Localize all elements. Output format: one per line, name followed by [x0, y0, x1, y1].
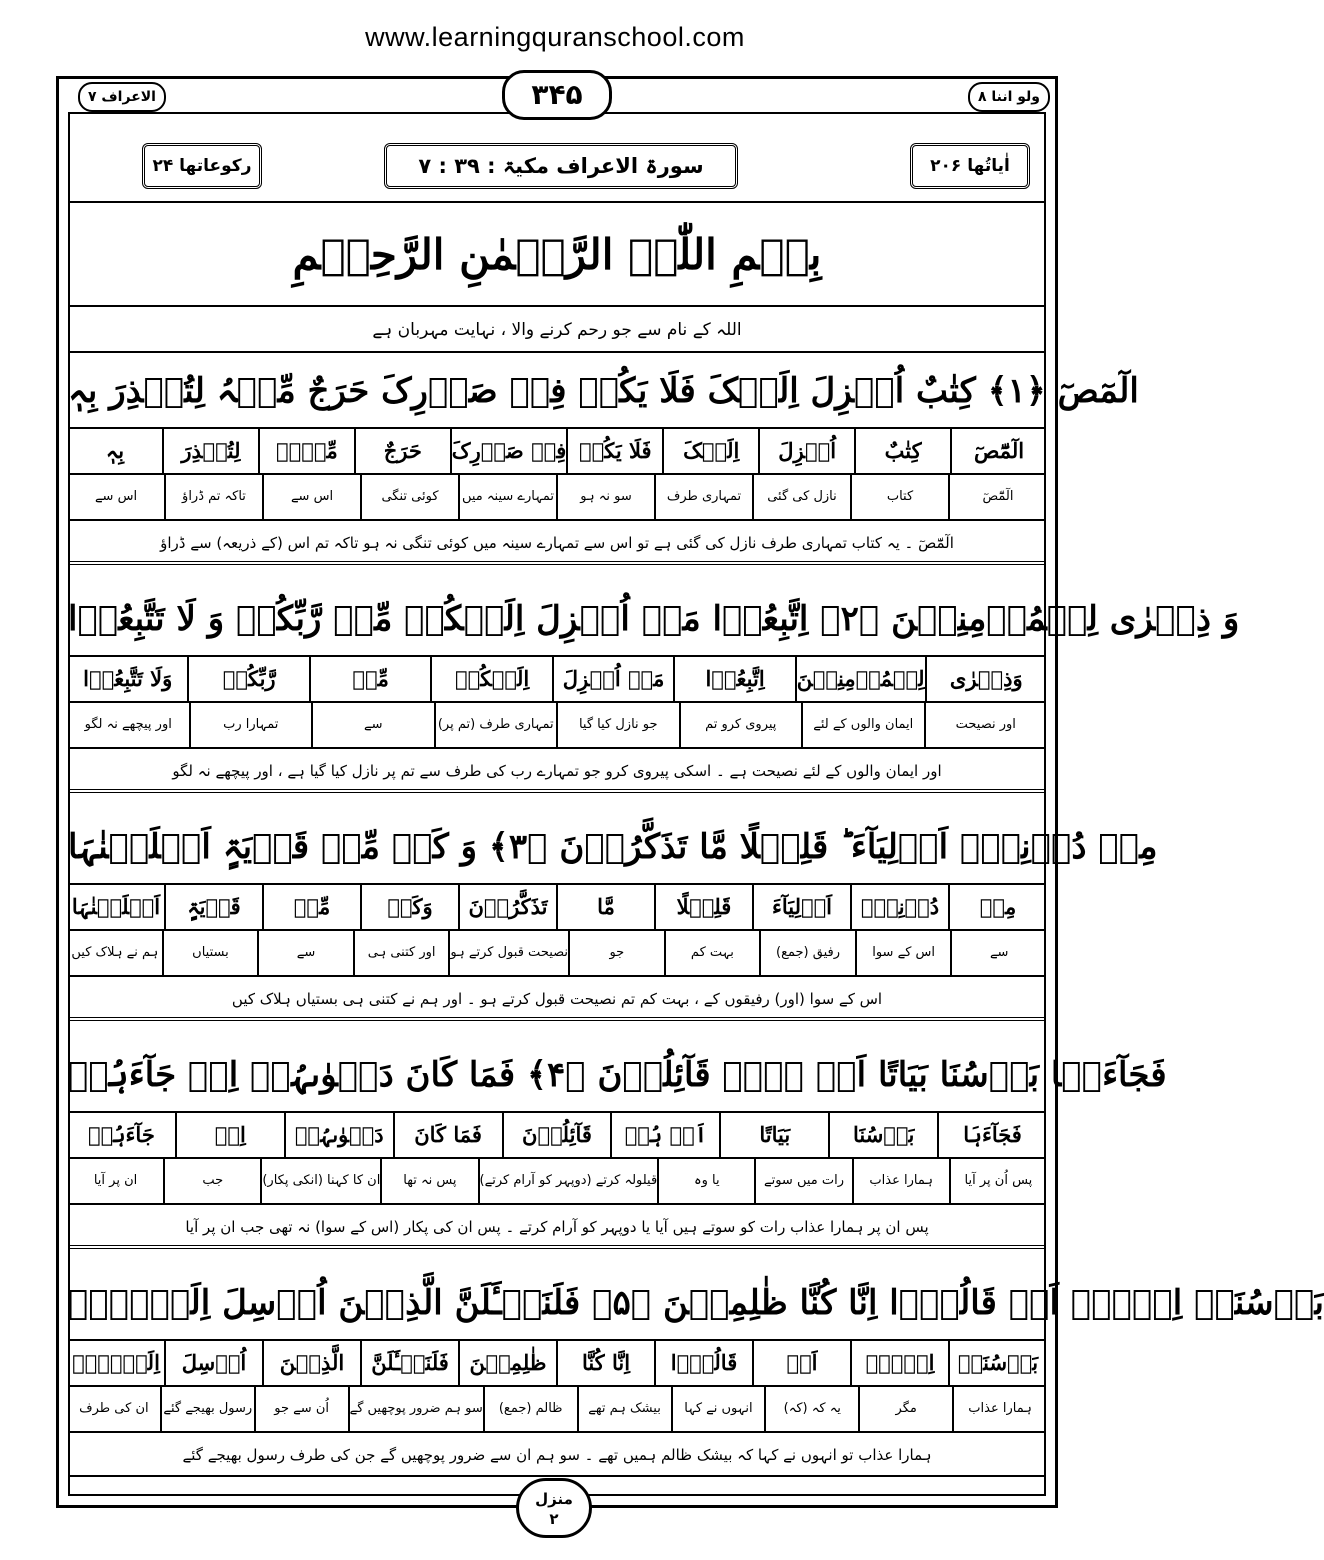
word-cell: کِتٰبٌ: [854, 429, 950, 473]
word-cell: بَاۡسُنَا: [828, 1113, 937, 1157]
bismillah: بِسۡمِ اللّٰہِ الرَّحۡمٰنِ الرَّحِیۡمِ: [68, 203, 1046, 307]
verse-line: فَجَآءَہَا بَاۡسُنَا بَیَاتًا اَوۡ ہُمۡ قَآئِلُوۡنَ ﴿۴﴾ فَمَا کَانَ دَعۡوٰىہُمۡ اِذۡ جَآءَہُمۡ: [68, 1037, 1046, 1113]
meaning-cell: یا وہ: [657, 1159, 754, 1203]
word-cell: قَلِیۡلًا: [654, 885, 752, 929]
word-row: [68, 429, 1046, 475]
word-cell: اَوۡ ہُمۡ: [610, 1113, 719, 1157]
surah-title: ۷ : سورۃ الاعراف مکیۃ : ۳۹: [384, 143, 738, 189]
meaning-row: [68, 475, 1046, 521]
word-cell: فَجَآءَہَا: [937, 1113, 1046, 1157]
verse-translation: ہمارا عذاب تو انہوں نے کہا کہ بیشک ظالم ہمیں تھے ۔ سو ہم ان سے ضرور پوچھیں گے جن کی طرف رسول بھیجے گئے: [68, 1433, 1046, 1477]
meaning-cell: نازل کی گئی: [752, 475, 850, 519]
meaning-cell: تاکہ تم ڈراؤ: [164, 475, 262, 519]
word-cell: وَذِکۡرٰی: [925, 657, 1046, 701]
word-cell: مِّنۡہُ: [258, 429, 354, 473]
surah-info-band: [68, 131, 1046, 203]
word-cell: اِلَیۡکَ: [662, 429, 758, 473]
word-cell: رَّبِّکُمۡ: [187, 657, 308, 701]
word-cell: دَعۡوٰىہُمۡ: [284, 1113, 393, 1157]
word-cell: فَلَنَسۡـَٔلَنَّ: [360, 1341, 458, 1385]
word-cell: تَذَکَّرُوۡنَ: [458, 885, 556, 929]
meaning-cell: ان کا کہنا (انکی پکار): [260, 1159, 380, 1203]
meaning-cell: پس اُن پر آیا: [949, 1159, 1046, 1203]
word-row: [68, 1113, 1046, 1159]
word-cell: ظٰلِمِیۡنَ: [458, 1341, 556, 1385]
meaning-cell: ظالم (جمع): [483, 1387, 577, 1431]
bismillah-translation: اللہ کے نام سے جو رحم کرنے والا ، نہایت مہربان ہے: [68, 307, 1046, 353]
word-cell: وَکَمۡ: [360, 885, 458, 929]
meaning-cell: ہمارا عذاب: [852, 1159, 949, 1203]
meaning-cell: رفیق (جمع): [759, 931, 855, 975]
meaning-cell: پیروی کرو تم: [679, 703, 802, 747]
site-url: www.learningquranschool.com: [365, 22, 745, 52]
ruku-count: رکوعاتھا ۲۴: [142, 143, 262, 189]
word-cell: مَّا: [556, 885, 654, 929]
meaning-cell: سے: [257, 931, 353, 975]
meaning-cell: کوئی تنگی: [360, 475, 458, 519]
meaning-row: [68, 931, 1046, 977]
meaning-cell: اُن سے جو: [254, 1387, 348, 1431]
word-cell: اُنۡزِلَ: [758, 429, 854, 473]
meaning-cell: بہت کم: [664, 931, 760, 975]
word-cell: اَنۡ: [752, 1341, 850, 1385]
meaning-cell: ان کی طرف: [79, 1401, 149, 1416]
verse-line: مِنۡ دُوۡنِہٖۤ اَوۡلِیَآءَ ؕ قَلِیۡلًا مَّا تَذَکَّرُوۡنَ ﴿۳﴾ وَ کَمۡ مِّنۡ قَرۡیَۃٍ اَہۡلَکۡنٰہَا: [68, 809, 1046, 885]
word-cell: مَاۤ اُنۡزِلَ: [552, 657, 673, 701]
meaning-cell: مگر: [858, 1387, 952, 1431]
word-cell: مِّنۡ: [262, 885, 360, 929]
word-cell: اِذۡ: [175, 1113, 284, 1157]
meaning-cell: یہ کہ (کہ): [764, 1387, 858, 1431]
meaning-cell: قیلولہ کرتے (دوپہر کو آرام کرتے): [478, 1159, 658, 1203]
word-row: [68, 885, 1046, 931]
word-row: [68, 657, 1046, 703]
meaning-cell: سو ہم ضرور پوچھیں گے: [348, 1387, 483, 1431]
word-cell: اِلَّاۤ: [850, 1341, 948, 1385]
meaning-cell: تمہارے سینہ میں: [458, 475, 556, 519]
meaning-cell: ہمارا عذاب: [952, 1387, 1046, 1431]
meaning-cell: جو: [568, 931, 664, 975]
meaning-cell: سو نہ ہو: [556, 475, 654, 519]
meaning-cell: ہم نے ہلاک کیں: [71, 945, 159, 960]
word-cell: حَرَجٌ: [354, 429, 450, 473]
word-cell: اَوۡلِیَآءَ: [752, 885, 850, 929]
meaning-cell: نصیحت قبول کرتے ہو: [448, 931, 568, 975]
manzil-label: منزل: [535, 1490, 573, 1508]
word-cell: قَرۡیَۃٍ: [164, 885, 262, 929]
meaning-cell: تمہاری طرف (تم پر): [434, 703, 557, 747]
meaning-cell: تمہارا رب: [189, 703, 312, 747]
ayat-count: اٰیاتُھا ۲۰۶: [910, 143, 1030, 189]
word-cell: مِنۡ: [948, 885, 1046, 929]
manzil-number: ۲: [549, 1510, 559, 1528]
word-cell: جَآءَہُمۡ: [88, 1122, 155, 1147]
word-cell: وَلَا تَتَّبِعُوۡا: [83, 666, 173, 691]
word-cell: لِلۡمُؤۡمِنِیۡنَ: [795, 657, 925, 701]
meaning-cell: ایمان والوں کے لئے: [801, 703, 924, 747]
manzil-badge: [516, 1478, 592, 1538]
word-cell: قَالُوۡۤا: [654, 1341, 752, 1385]
verse-line: بَاۡسُنَاۤ اِلَّاۤ اَنۡ قَالُوۡۤا اِنَّا کُنَّا ظٰلِمِیۡنَ ﴿۵﴾ فَلَنَسۡـَٔلَنَّ الَّذِیۡنَ اُرۡسِلَ اِلَیۡہِمۡ: [68, 1265, 1046, 1341]
meaning-cell: الٓمّٓصٓ: [948, 475, 1046, 519]
word-cell: الٓمّٓصٓ: [950, 429, 1046, 473]
juz-name-label: ولو اننا ۸: [968, 82, 1050, 112]
word-cell: مِّنۡ: [309, 657, 430, 701]
word-cell: اِنَّا کُنَّا: [556, 1341, 654, 1385]
word-cell: فَمَا کَانَ: [393, 1113, 502, 1157]
word-cell: بَاۡسُنَاۤ: [948, 1341, 1046, 1385]
verse-line: وَ ذِکۡرٰی لِلۡمُؤۡمِنِیۡنَ ﴿۲﴾ اِتَّبِعُوۡا مَاۤ اُنۡزِلَ اِلَیۡکُمۡ مِّنۡ رَّبِّکُمۡ وَ لَا تَتَّبِعُوۡا: [68, 581, 1046, 657]
meaning-cell: جب: [163, 1159, 260, 1203]
word-cell: بِہٖ: [105, 438, 125, 463]
word-cell: الَّذِیۡنَ: [262, 1341, 360, 1385]
meaning-cell: بستیاں: [162, 931, 258, 975]
meaning-cell: سے: [950, 931, 1046, 975]
word-row: [68, 1341, 1046, 1387]
meaning-cell: انہوں نے کہا: [671, 1387, 765, 1431]
meaning-cell: ان پر آیا: [93, 1173, 138, 1188]
word-cell: قَآئِلُوۡنَ: [502, 1113, 611, 1157]
meaning-cell: کتاب: [850, 475, 948, 519]
meaning-cell: پس نہ تھا: [380, 1159, 477, 1203]
meaning-cell: بیشک ہم تھے: [577, 1387, 671, 1431]
meaning-cell: اس سے: [262, 475, 360, 519]
page-number: ۳۴۵: [502, 70, 612, 120]
word-cell: فَلَا یَکُنۡ: [566, 429, 662, 473]
meaning-cell: اور نصیحت: [924, 703, 1047, 747]
meaning-cell: جو نازل کیا گیا: [556, 703, 679, 747]
meaning-row: [68, 703, 1046, 749]
meaning-cell: تمہاری طرف: [654, 475, 752, 519]
word-cell: اُرۡسِلَ: [164, 1341, 262, 1385]
verse-translation: پس ان پر ہمارا عذاب رات کو سوتے ہیں آیا یا دوپہر کو آرام کرتے ۔ پس ان کی پکار (اس کے سوا) نہ تھی جب ان پر آیا: [68, 1205, 1046, 1249]
meaning-cell: اس سے: [94, 489, 138, 504]
meaning-cell: سے: [311, 703, 434, 747]
word-cell: دُوۡنِہٖۤ: [850, 885, 948, 929]
meaning-cell: رسول بھیجے گئے: [160, 1387, 254, 1431]
verse-translation: الٓمّٓصٓ ۔ یہ کتاب تمہاری طرف نازل کی گئی ہے تو اس سے تمہارے سینہ میں کوئی تنگی نہ ہو تاکہ تم اس (کے ذریعہ) سے ڈراؤ: [68, 521, 1046, 565]
word-cell: بَیَاتًا: [719, 1113, 828, 1157]
verse-translation: اس کے سوا (اور) رفیقوں کے ، بہت کم تم نصیحت قبول کرتے ہو ۔ اور ہم نے کتنی ہی بستیاں ہلاک کیں: [68, 977, 1046, 1021]
word-cell: لِتُنۡذِرَ: [162, 429, 258, 473]
meaning-cell: اور پیچھے نہ لگو: [84, 717, 172, 732]
surah-short-label: الاعراف ۷: [78, 82, 166, 112]
word-cell: اِتَّبِعُوۡا: [673, 657, 794, 701]
meaning-cell: اس کے سوا: [855, 931, 951, 975]
word-cell: اِلَیۡہِمۡ: [72, 1350, 160, 1375]
meaning-row: [68, 1387, 1046, 1433]
verse-translation: اور ایمان والوں کے لئے نصیحت ہے ۔ اسکی پیروی کرو جو تمہارے رب کی طرف سے تم پر نازل کیا گیا ہے ، اور پیچھے نہ لگو: [68, 749, 1046, 793]
word-cell: اَہۡلَکۡنٰہَا: [71, 894, 161, 919]
meaning-row: [68, 1159, 1046, 1205]
meaning-cell: اور کتنی ہی: [353, 931, 449, 975]
meaning-cell: رات میں سوتے: [754, 1159, 851, 1203]
word-cell: اِلَیۡکُمۡ: [430, 657, 551, 701]
verse-line: الٓمٓصٓ ﴿۱﴾ کِتٰبٌ اُنۡزِلَ اِلَیۡکَ فَلَا یَکُنۡ فِیۡ صَدۡرِکَ حَرَجٌ مِّنۡہُ لِتُنۡذِرَ بِہٖ: [68, 353, 1046, 429]
word-cell: فِیۡ صَدۡرِکَ: [450, 429, 567, 473]
